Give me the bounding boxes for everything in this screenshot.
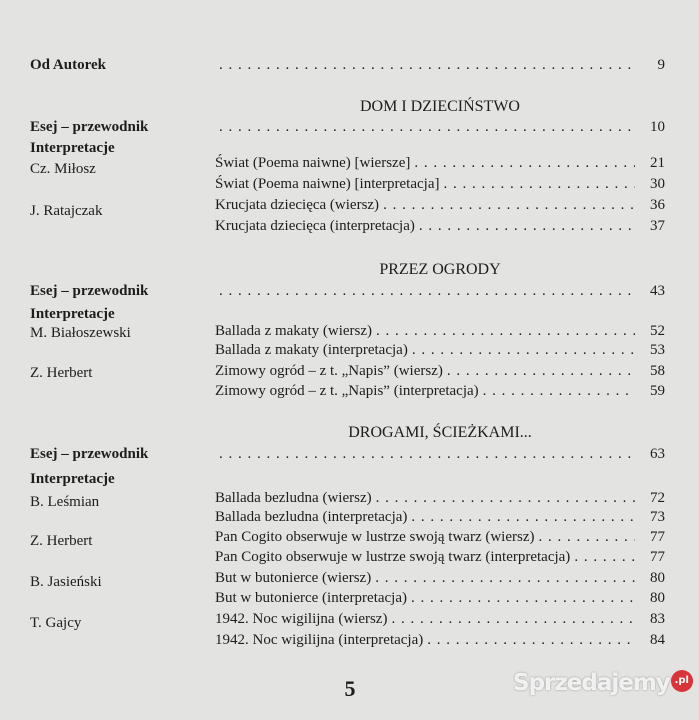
toc-page: 21 — [650, 155, 665, 171]
dot-leader — [423, 630, 635, 650]
toc-title: Świat (Poema naiwne) [interpretacja] — [215, 176, 440, 192]
section-heading: PRZEZ OGRODY — [379, 261, 501, 278]
dot-leader — [371, 568, 635, 588]
dot-leader — [408, 340, 635, 360]
dot-leader — [479, 381, 635, 401]
toc-row — [215, 609, 665, 629]
author-name: B. Leśmian — [30, 494, 100, 510]
dot-leader — [215, 55, 635, 75]
toc-row — [215, 588, 665, 608]
interpretations-label: Interpretacje — [30, 306, 115, 322]
toc-title: Ballada z makaty (wiersz) — [215, 323, 373, 339]
author-name: Cz. Miłosz — [30, 161, 96, 177]
toc-title: Krucjata dziecięca (wiersz) — [215, 197, 380, 213]
toc-title: Świat (Poema naiwne) [wiersze] — [215, 155, 411, 171]
dot-leader — [387, 609, 635, 629]
toc-page: 36 — [650, 197, 665, 213]
toc-title: But w butonierce (interpretacja) — [215, 590, 407, 606]
dot-leader — [443, 361, 635, 381]
toc-page: 73 — [650, 509, 665, 525]
dot-leader — [215, 117, 635, 137]
toc-page: 10 — [650, 119, 665, 135]
essay-label: Esej – przewodnik — [30, 446, 149, 462]
toc-page: 83 — [650, 611, 665, 627]
dot-leader — [407, 507, 635, 527]
toc-page: 80 — [650, 590, 665, 606]
dot-leader — [410, 153, 635, 173]
toc-title: Ballada z makaty (interpretacja) — [215, 342, 408, 358]
dot-leader — [379, 195, 635, 215]
dot-leader — [570, 547, 635, 567]
essay-label: Esej – przewodnik — [30, 283, 149, 299]
toc-row — [215, 321, 665, 341]
dot-leader — [415, 216, 635, 236]
toc-page: 53 — [650, 342, 665, 358]
toc-title: Pan Cogito obserwuje w lustrze swoją twarz (interpretacja) — [215, 549, 571, 565]
toc-page: 52 — [650, 323, 665, 339]
watermark-logo: Sprzedajemy .pl — [513, 670, 693, 696]
toc-page: 77 — [650, 549, 665, 565]
toc-title: Zimowy ogród – z t. „Napis” (wiersz) — [215, 363, 443, 379]
author-name: J. Ratajczak — [30, 203, 103, 219]
dot-leader — [372, 321, 635, 341]
toc-row — [215, 361, 665, 381]
toc-page: 80 — [650, 570, 665, 586]
toc-title: Ballada bezludna (interpretacja) — [215, 509, 408, 525]
dot-leader — [372, 488, 635, 508]
toc-row-essay — [215, 281, 665, 301]
dot-leader — [215, 444, 635, 464]
page-number: 5 — [344, 676, 356, 701]
toc-page: 77 — [650, 529, 665, 545]
toc-page: 9 — [657, 57, 665, 73]
toc-title: 1942. Noc wigilijna (wiersz) — [215, 611, 388, 627]
author-name: M. Białoszewski — [30, 325, 131, 341]
toc-row — [215, 381, 665, 401]
toc-title: Zimowy ogród – z t. „Napis” (interpretacja) — [215, 383, 479, 399]
toc-page: 58 — [650, 363, 665, 379]
toc-page: 72 — [650, 490, 665, 506]
toc-page: 84 — [650, 632, 665, 648]
toc-row — [215, 195, 665, 215]
interpretations-label: Interpretacje — [30, 471, 115, 487]
toc-row-essay — [215, 444, 665, 464]
toc-page: 43 — [650, 283, 665, 299]
author-name: T. Gajcy — [30, 615, 82, 631]
dot-leader — [440, 174, 636, 194]
toc-row — [215, 340, 665, 360]
toc-page: 63 — [650, 446, 665, 462]
toc-title: Pan Cogito obserwuje w lustrze swoją twarz (wiersz) — [215, 529, 535, 545]
toc-row — [215, 174, 665, 194]
toc-page: 37 — [650, 218, 665, 234]
toc-row — [215, 527, 665, 547]
section-heading: DROGAMI, ŚCIEŻKAMI... — [348, 424, 532, 441]
toc-title: Krucjata dziecięca (interpretacja) — [215, 218, 415, 234]
toc-row-essay — [215, 117, 665, 137]
dot-leader — [535, 527, 636, 547]
section-heading: DOM I DZIECIŃSTWO — [360, 98, 520, 115]
toc-row-front — [215, 55, 665, 75]
dot-leader — [215, 281, 635, 301]
toc-page: 59 — [650, 383, 665, 399]
dot-leader — [407, 588, 635, 608]
toc-row — [215, 153, 665, 173]
toc-row — [215, 547, 665, 567]
toc-title: Ballada bezludna (wiersz) — [215, 490, 372, 506]
toc-row — [215, 568, 665, 588]
author-name: Z. Herbert — [30, 533, 93, 549]
toc-row — [215, 630, 665, 650]
interpretations-label: Interpretacje — [30, 140, 115, 156]
toc-row — [215, 216, 665, 236]
author-name: B. Jasieński — [30, 574, 102, 590]
author-name: Z. Herbert — [30, 365, 93, 381]
toc-page: 30 — [650, 176, 665, 192]
toc-row — [215, 488, 665, 508]
toc-title: 1942. Noc wigilijna (interpretacja) — [215, 632, 424, 648]
toc-title: But w butonierce (wiersz) — [215, 570, 372, 586]
front-label: Od Autorek — [30, 57, 106, 73]
toc-row — [215, 507, 665, 527]
essay-label: Esej – przewodnik — [30, 119, 149, 135]
